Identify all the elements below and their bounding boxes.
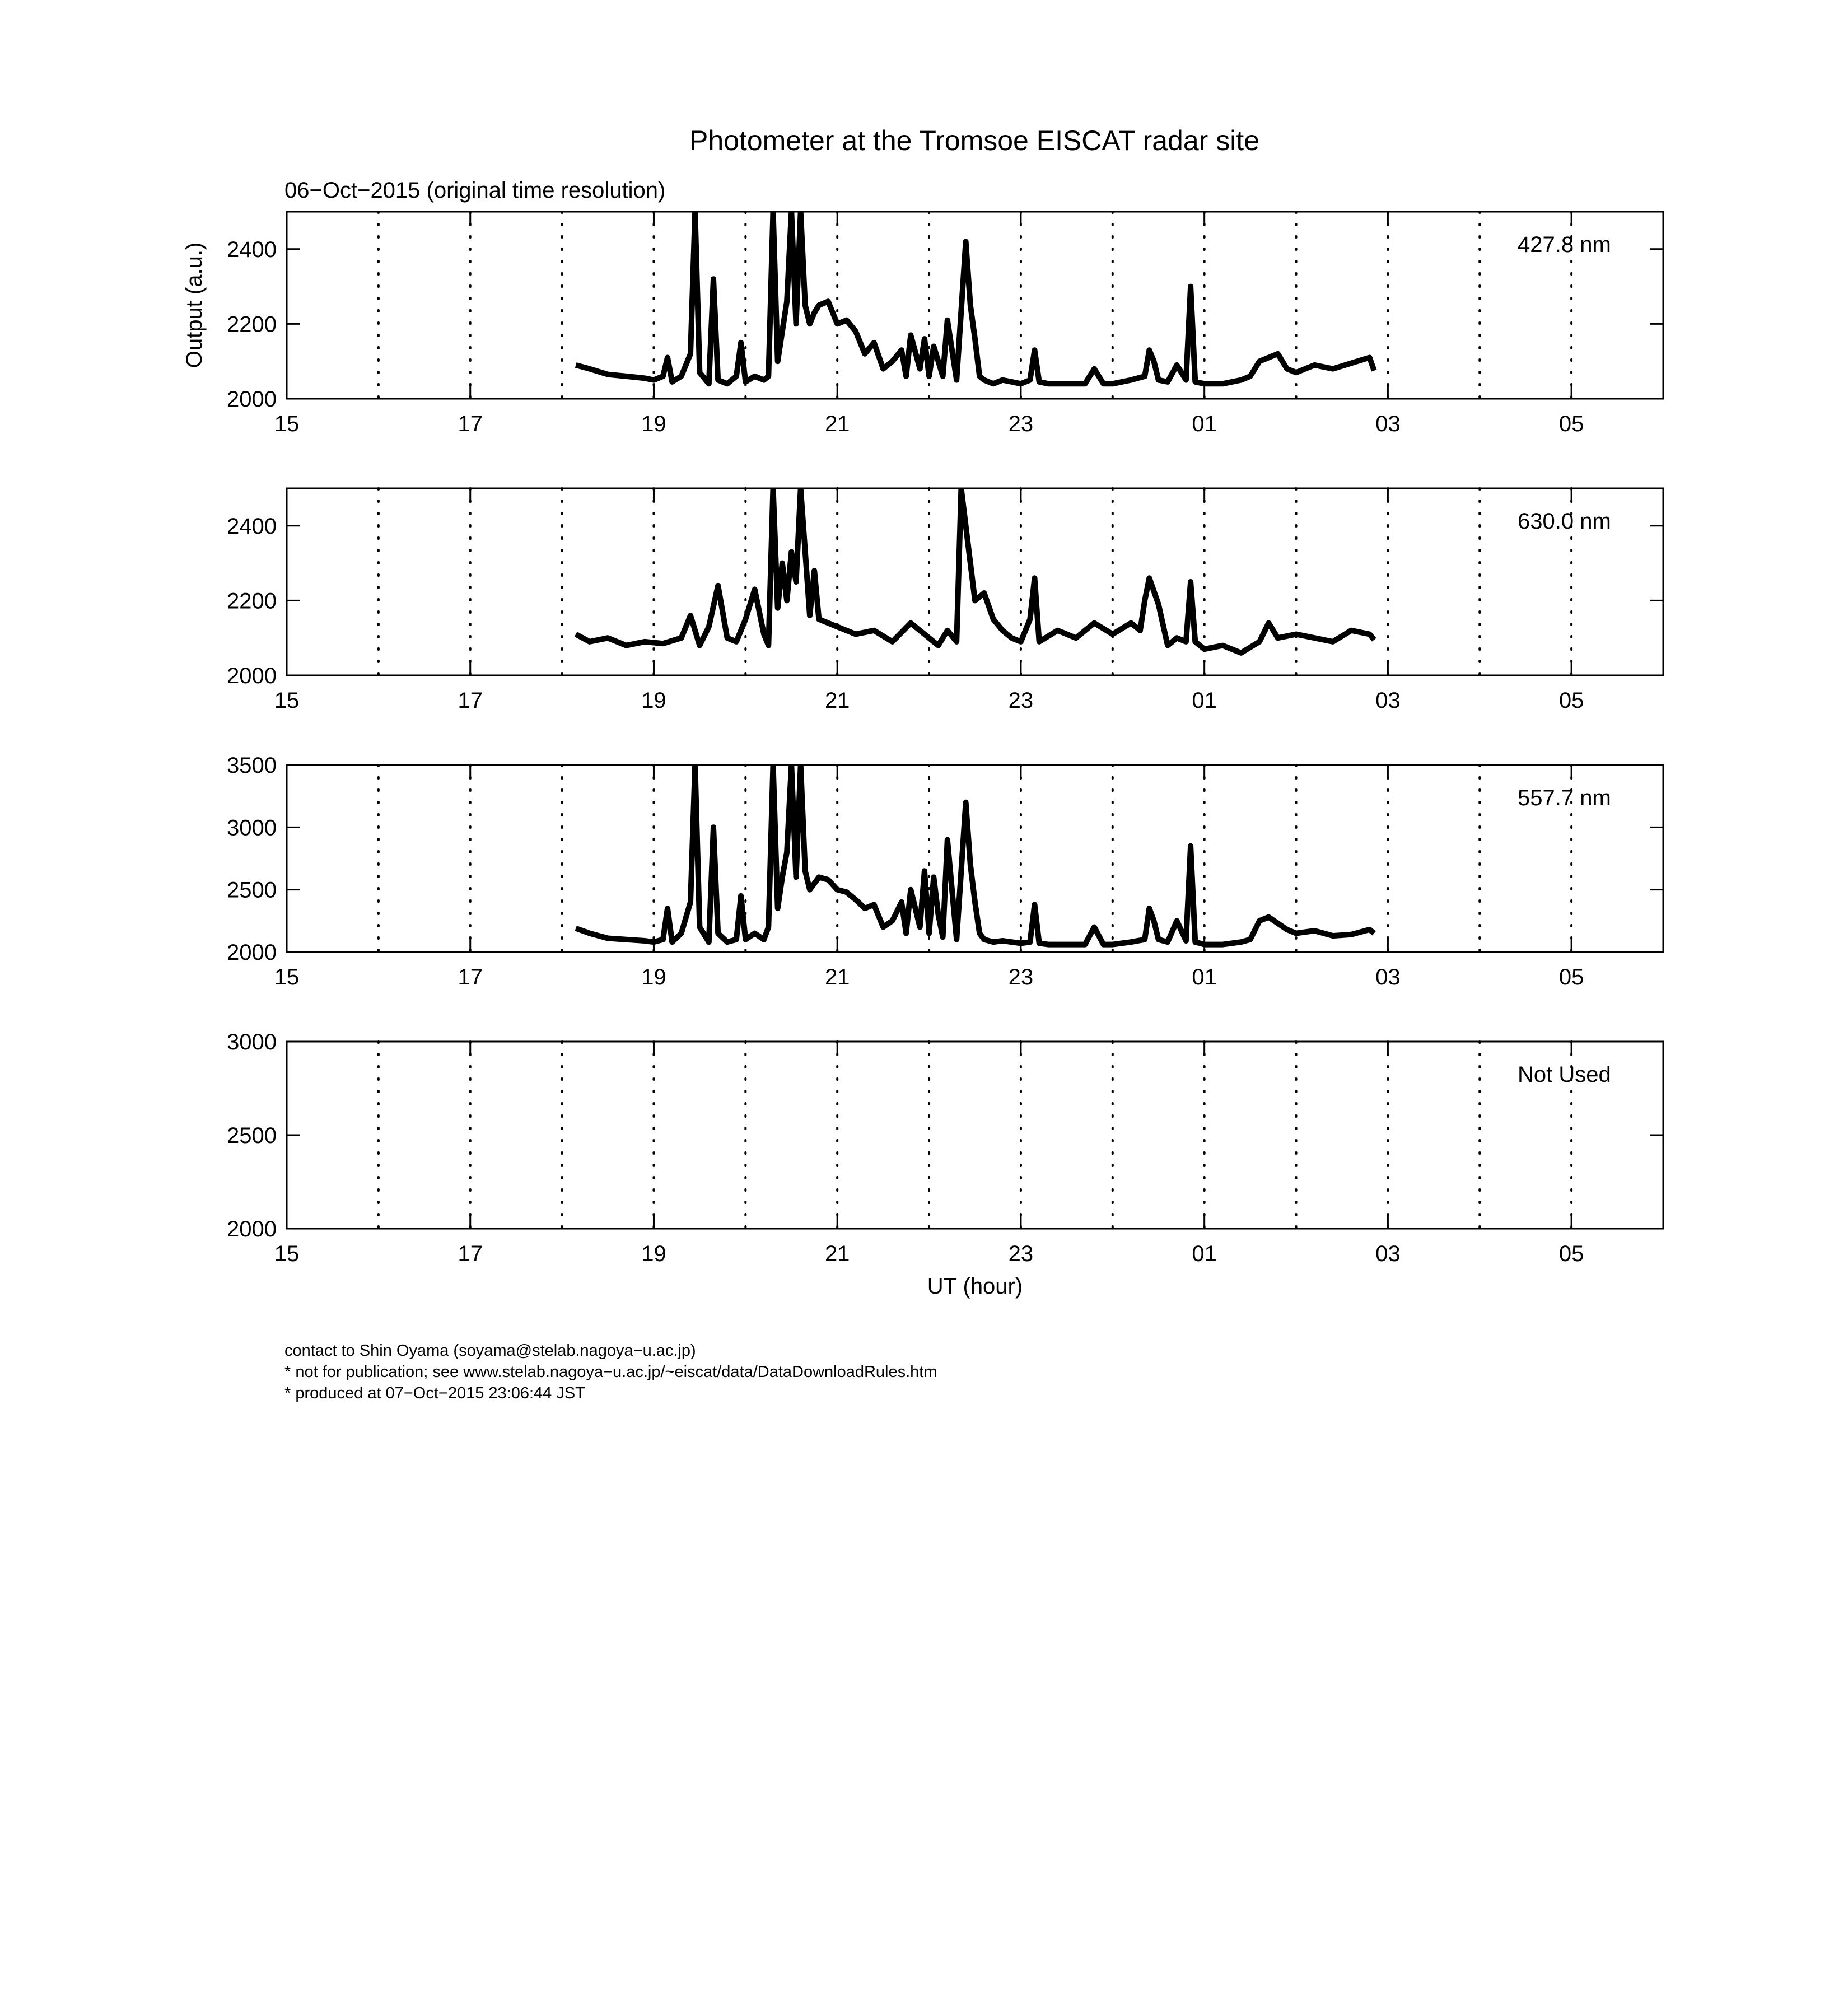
series-line: [576, 765, 1374, 945]
axes-box: [287, 765, 1663, 952]
y-tick-label: 3500: [227, 753, 277, 778]
footer-contact: contact to Shin Oyama (soyama@stelab.nagoya−u.ac.jp): [284, 1342, 696, 1360]
x-tick-label: 21: [824, 1242, 850, 1266]
figure-footer: [284, 1340, 937, 1404]
y-tick-label: 2500: [227, 1123, 277, 1148]
x-tick-label: 03: [1375, 412, 1401, 436]
y-tick-label: 2200: [227, 589, 277, 614]
x-tick-label: 17: [458, 1242, 483, 1266]
x-tick-label: 15: [274, 412, 300, 436]
y-tick-label: 2000: [227, 664, 277, 688]
y-tick-label: 3000: [227, 1030, 277, 1054]
x-tick-label: 15: [274, 965, 300, 990]
x-tick-label: 21: [824, 965, 850, 990]
x-tick-label: 05: [1558, 688, 1584, 713]
panel-2: [227, 488, 1663, 713]
x-tick-label: 21: [824, 688, 850, 713]
y-axis-label: Output (a.u.): [182, 242, 207, 368]
x-tick-label: 21: [824, 412, 850, 436]
series-line: [576, 212, 1374, 384]
x-axis-label: UT (hour): [927, 1274, 1023, 1299]
panel-label: 630.0 nm: [1518, 509, 1611, 534]
x-tick-label: 19: [641, 965, 666, 990]
panel-1: [182, 212, 1663, 436]
y-tick-label: 3000: [227, 815, 277, 841]
panel-label: 427.8 nm: [1518, 232, 1611, 257]
x-tick-label: 01: [1192, 688, 1217, 713]
figure-subtitle: 06−Oct−2015 (original time resolution): [284, 178, 666, 203]
x-tick-label: 05: [1558, 412, 1584, 436]
x-tick-label: 01: [1192, 965, 1217, 990]
x-tick-label: 05: [1558, 965, 1584, 990]
x-tick-label: 15: [274, 688, 300, 713]
y-tick-label: 2400: [227, 514, 277, 539]
y-tick-label: 2000: [227, 387, 277, 412]
y-tick-label: 2200: [227, 312, 277, 337]
x-tick-label: 17: [458, 412, 483, 436]
x-tick-label: 17: [458, 965, 483, 990]
x-tick-label: 19: [641, 1242, 666, 1266]
axes-box: [287, 1042, 1663, 1229]
y-tick-label: 2500: [227, 878, 277, 903]
x-tick-label: 23: [1008, 412, 1034, 436]
figure-title: Photometer at the Tromsoe EISCAT radar site: [689, 125, 1260, 156]
x-tick-label: 03: [1375, 1242, 1401, 1266]
x-tick-label: 05: [1558, 1242, 1584, 1266]
y-tick-label: 2400: [227, 237, 277, 262]
y-tick-label: 2000: [227, 1217, 277, 1242]
panel-label: Not Used: [1518, 1062, 1611, 1087]
panel-4: [227, 1030, 1663, 1299]
axes-box: [287, 212, 1663, 399]
x-tick-label: 03: [1375, 688, 1401, 713]
x-tick-label: 17: [458, 688, 483, 713]
y-tick-label: 2000: [227, 940, 277, 965]
panel-3: [227, 753, 1663, 990]
series-line: [576, 488, 1374, 653]
footer-produced-at: * produced at 07−Oct−2015 23:06:44 JST: [284, 1384, 585, 1402]
x-tick-label: 23: [1008, 965, 1034, 990]
x-tick-label: 23: [1008, 1242, 1034, 1266]
x-tick-label: 23: [1008, 688, 1034, 713]
x-tick-label: 01: [1192, 412, 1217, 436]
x-tick-label: 19: [641, 412, 666, 436]
panel-label: 557.7 nm: [1518, 786, 1611, 810]
x-tick-label: 19: [641, 688, 666, 713]
x-tick-label: 03: [1375, 965, 1401, 990]
footer-publication-note: * not for publication; see www.stelab.nagoya−u.ac.jp/~eiscat/data/DataDownloadRules.htm: [284, 1363, 937, 1381]
x-tick-label: 15: [274, 1242, 300, 1266]
x-tick-label: 01: [1192, 1242, 1217, 1266]
